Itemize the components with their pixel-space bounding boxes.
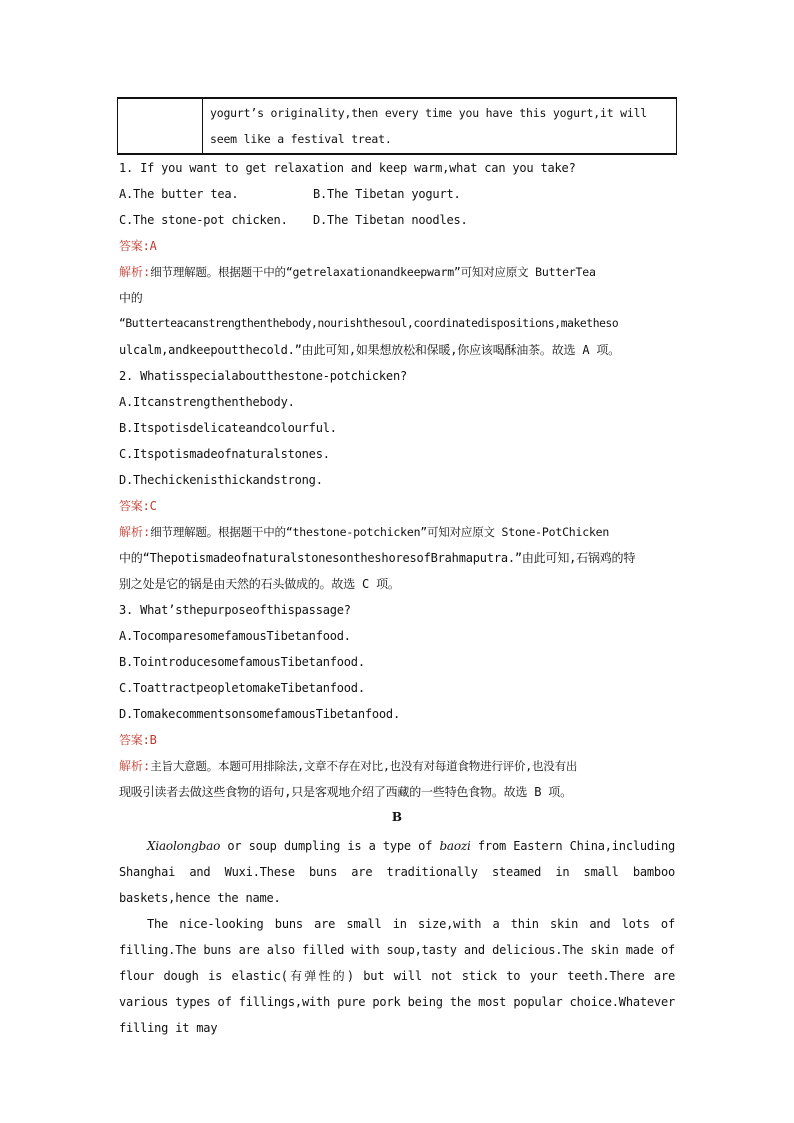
q1-explanation-label: 解析: (119, 265, 151, 279)
q3-explanation-line-1 (119, 756, 577, 776)
passage-p1-text-2: from Eastern China,including Shanghai and Wuxi.These buns are traditionally steamed in small bamboo baskets,hence the name. (119, 839, 675, 905)
q1-explanation-line-1 (119, 262, 596, 282)
q3-option-a: A.TocomparesomefamousTibetanfood. (119, 629, 351, 643)
q1-option-b: B.The Tibetan yogurt. (313, 187, 461, 201)
passage-paragraph-2: The nice-looking buns are small in size,with a thin skin and lots of filling.The buns are also filled with soup,tasty and delicious.The skin made of flour dough is elastic(有弹性的) but will not stick to your teeth.There are various types of fillings,with pure pork being the most popular choice.Whatever filling it may (119, 917, 675, 1035)
q3-explanation-line-2: 现吸引读者去做这些食物的语句,只是客观地介绍了西藏的一些特色食物。故选 B 项。 (119, 785, 572, 799)
question-3: 3. What’sthepurposeofthispassage? (119, 603, 351, 617)
q2-explanation-line-3: 别之处是它的锅是由天然的石头做成的。故选 C 项。 (119, 577, 400, 591)
q3-explanation-text-1: 主旨大意题。本题可用排除法,文章不存在对比,也没有对每道食物进行评价,也没有出 (150, 759, 578, 773)
section-heading-b: B (391, 810, 403, 824)
q1-option-a: A.The butter tea. (119, 187, 239, 201)
table-cell-line-2: seem like a festival treat. (210, 132, 392, 146)
q2-explanation-text-1: 细节理解题。根据题干中的“thestone-potchicken”可知对应原文 Stone-PotChicken (150, 525, 610, 539)
q1-explanation-line-4: ulcalm,andkeepoutthecold.”由此可知,如果想放松和保暖,你应该喝酥油茶。故选 A 项。 (119, 343, 620, 357)
passage-paragraph-1 (119, 833, 675, 911)
q1-answer: 答案:A (119, 239, 157, 253)
q1-option-c: C.The stone-pot chicken. (119, 213, 288, 227)
q1-explanation-text-1: 细节理解题。根据题干中的“getrelaxationandkeepwarm”可知对应原文 ButterTea (150, 265, 596, 279)
q1-explanation-line-3: “Butterteacanstrengthenthebody,nourishthesoul,coordinatedispositions,makethesо (119, 317, 619, 330)
q3-option-d: D.TomakecommentsonsomefamousTibetanfood. (119, 707, 400, 721)
q2-answer: 答案:C (119, 499, 157, 513)
q2-explanation-line-1 (119, 522, 609, 542)
table-fragment (117, 97, 677, 155)
table-column-divider (202, 99, 203, 153)
question-2: 2. Whatisspecialaboutthestone-potchicken? (119, 369, 408, 383)
q2-explanation-line-2: 中的“ThepotismadeofnaturalstonesontheshoresofBrahmaputra.”由此可知,石锅鸡的特 (119, 551, 636, 565)
passage-term-baozi: baozi (439, 839, 471, 853)
q3-option-b: B.TointroducesomefamousTibetanfood. (119, 655, 365, 669)
q2-option-c: C.Itspotismadeofnaturalstones. (119, 447, 330, 461)
q1-explanation-line-2: 中的 (119, 291, 143, 305)
q3-answer: 答案:B (119, 733, 157, 747)
passage-term-xiaolongbao: Xiaolongbao (147, 839, 221, 853)
q2-option-a: A.Itcanstrengthenthebody. (119, 395, 295, 409)
q3-option-c: C.ToattractpeopletomakeTibetanfood. (119, 681, 365, 695)
q2-option-d: D.Thechickenisthickandstrong. (119, 473, 323, 487)
q3-explanation-label: 解析: (119, 759, 151, 773)
q2-option-b: B.Itspotisdelicateandcolourful. (119, 421, 337, 435)
passage-p1-text-1: or soup dumpling is a type of (220, 839, 440, 853)
q1-option-d: D.The Tibetan noodles. (313, 213, 468, 227)
question-1: 1. If you want to get relaxation and keep warm,what can you take? (119, 161, 576, 175)
table-cell-line-1: yogurt’s originality,then every time you have this yogurt,it will (210, 106, 648, 120)
q2-explanation-label: 解析: (119, 525, 151, 539)
